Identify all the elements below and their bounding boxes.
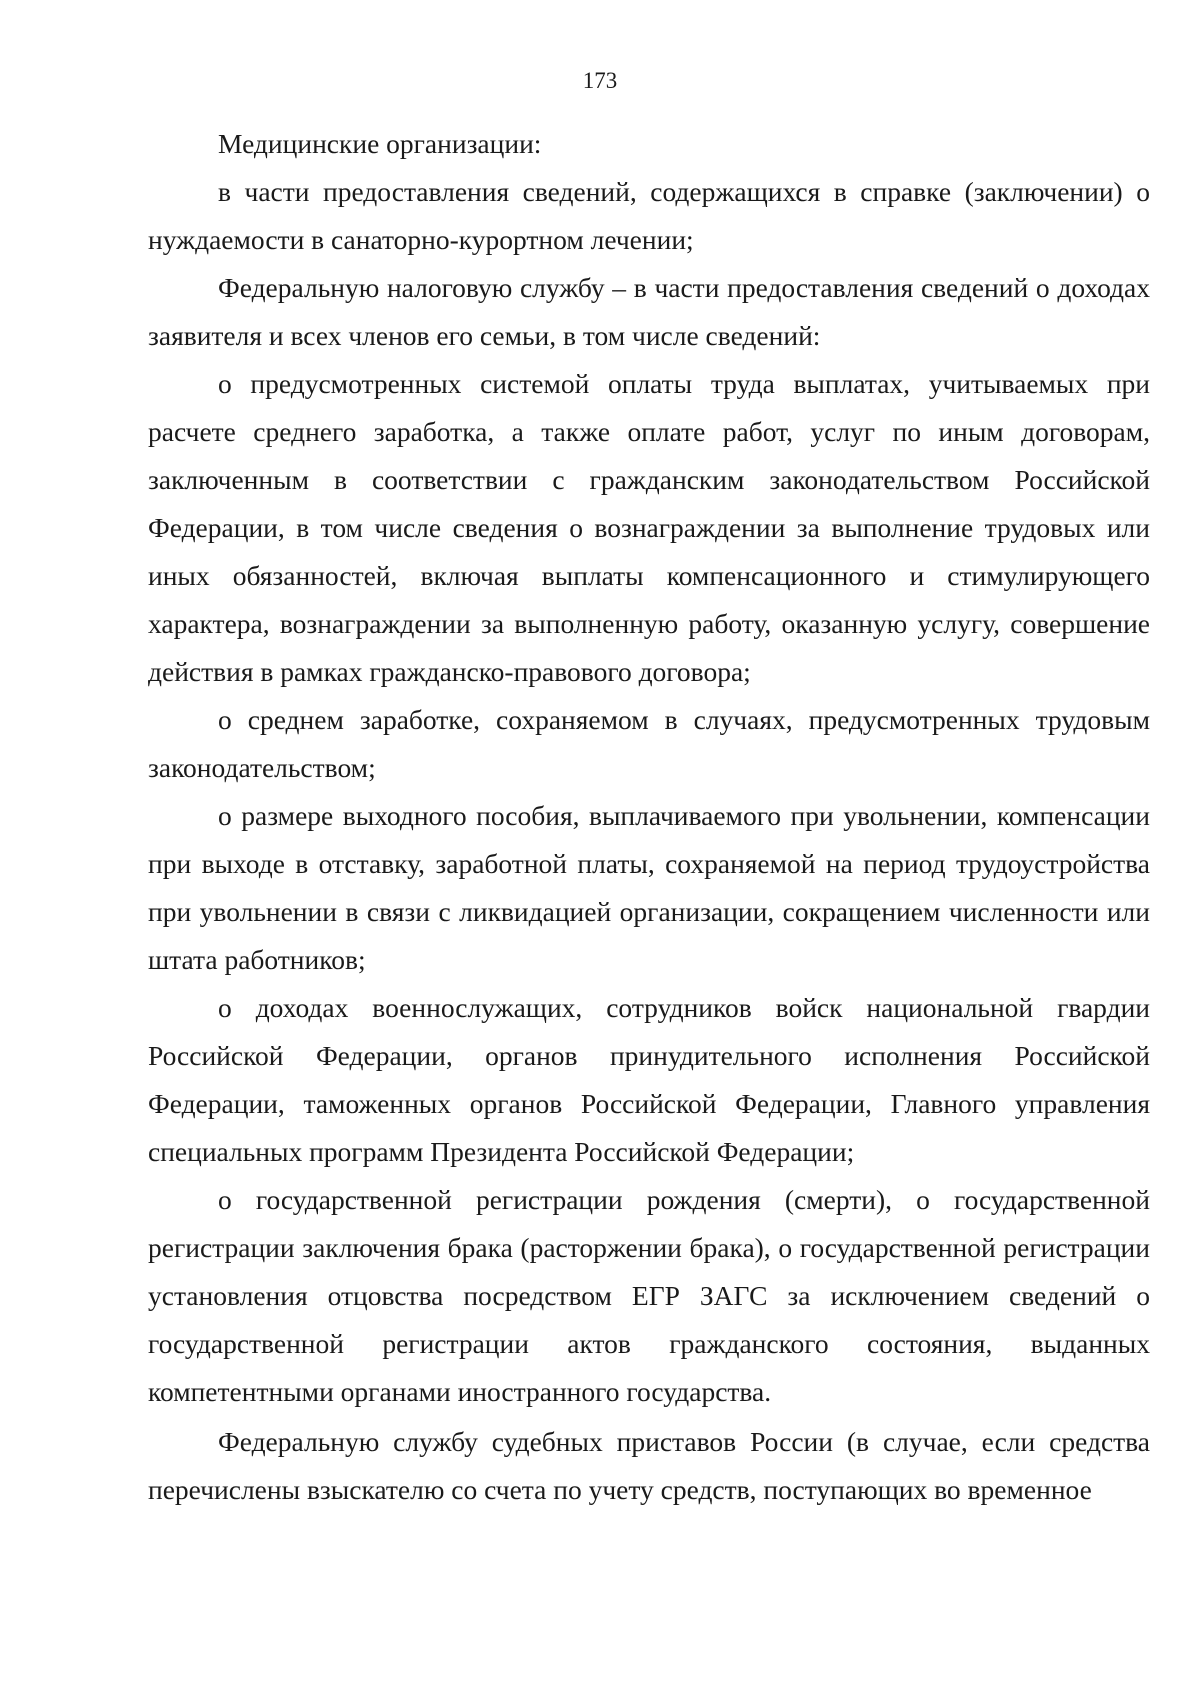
paragraph-medical-organizations: Медицинские организации:: [218, 128, 542, 159]
paragraph-tax-service: Федеральную налоговую службу – в части предоставления сведений о доходах заявителя и всех членов его семьи, в том числе сведений:: [148, 272, 1150, 351]
paragraph-severance: о размере выходного пособия, выплачиваемого при увольнении, компенсации при выходе в отставку, заработной платы, сохраняемой на период трудоустройства при увольнении в связи с ликвидацией организации, сокращением численности или штата работников;: [148, 800, 1150, 975]
paragraph-military-income: о доходах военнослужащих, сотрудников войск национальной гвардии Российской Федерации, органов принудительного исполнения Российской Федерации, таможенных органов Российской Федерации, Главного управления специальных программ Президента Российской Федерации;: [148, 992, 1150, 1167]
page-number: 173: [582, 68, 618, 93]
paragraph-state-registration: о государственной регистрации рождения (смерти), о государственной регистрации заключения брака (расторжении брака), о государственной регистрации установления отцовства посредством ЕГР ЗАГС за исключением сведений о государственной регистрации актов гражданского состояния, выданных компетентными органами иностранного государства.: [148, 1184, 1150, 1407]
paragraph-average-earnings: о среднем заработке, сохраняемом в случаях, предусмотренных трудовым законодательством;: [148, 704, 1150, 783]
document-body: [148, 120, 1150, 1514]
paragraph-medical-details: в части предоставления сведений, содержащихся в справке (заключении) о нуждаемости в санаторно-курортном лечении;: [148, 176, 1150, 255]
paragraph-payments: о предусмотренных системой оплаты труда выплатах, учитываемых при расчете среднего заработка, а также оплате работ, услуг по иным договорам, заключенным в соответствии с гражданским законодательством Российской Федерации, в том числе сведения о вознаграждении за выполнение трудовых или иных обязанностей, включая выплаты компенсационного и стимулирующего характера, вознаграждении за выполненную работу, оказанную услугу, совершение действия в рамках гражданско-правового договора;: [148, 368, 1150, 687]
paragraph-bailiff-service: Федеральную службу судебных приставов России (в случае, если средства перечислены взыскателю со счета по учету средств, поступающих во временное: [148, 1426, 1150, 1505]
